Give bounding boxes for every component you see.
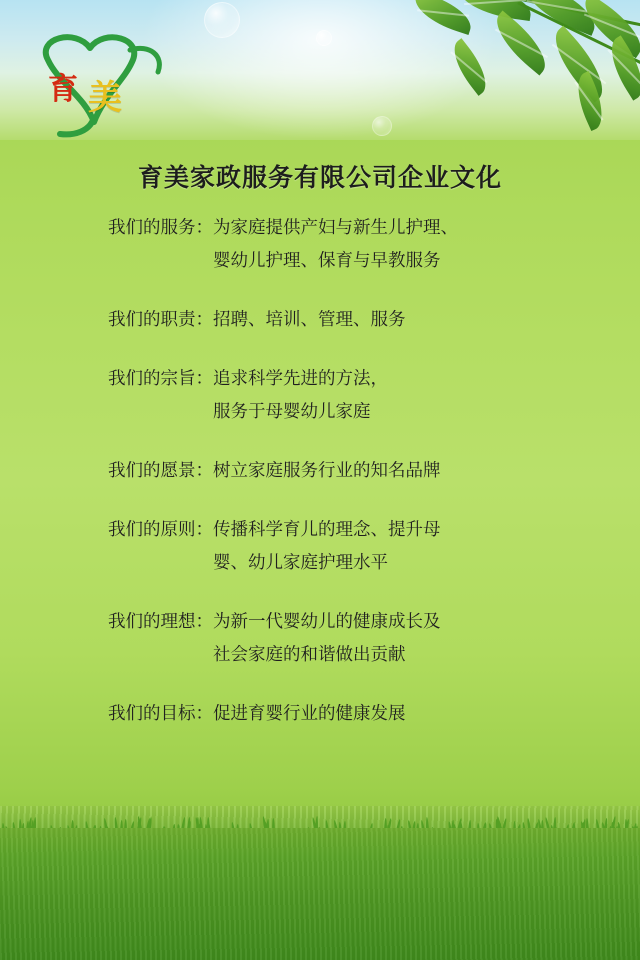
entry-line: 婴幼儿护理、保育与早教服务 xyxy=(213,251,441,271)
entry-value xyxy=(213,455,600,488)
entry-label: 我们的宗旨： xyxy=(108,369,213,389)
entry-value xyxy=(213,304,600,337)
entry-line: 为家庭提供产妇与新生儿护理、 xyxy=(213,218,458,238)
culture-entry xyxy=(108,698,600,731)
entry-value xyxy=(213,698,600,731)
entry-line: 社会家庭的和谐做出贡献 xyxy=(213,645,406,665)
entry-line: 促进育婴行业的健康发展 xyxy=(213,704,406,724)
entry-value xyxy=(213,606,600,672)
entry-line: 树立家庭服务行业的知名品牌 xyxy=(213,461,441,481)
culture-entry xyxy=(108,606,600,672)
logo-char-yu: 育 xyxy=(48,72,78,107)
leaf-icon xyxy=(444,38,496,96)
brand-logo xyxy=(18,26,188,142)
grass-field xyxy=(0,828,640,960)
logo-char-mei: 美 xyxy=(88,78,122,118)
leaves-decoration xyxy=(390,0,640,144)
entry-label: 我们的原则： xyxy=(108,520,213,540)
entry-value xyxy=(213,212,600,278)
entry-line: 婴、幼儿家庭护理水平 xyxy=(213,553,388,573)
entry-label: 我们的目标： xyxy=(108,704,213,724)
bubble-icon xyxy=(316,30,332,46)
entry-line: 传播科学育儿的理念、提升母 xyxy=(213,520,441,540)
culture-entry xyxy=(108,212,600,278)
culture-entry-list xyxy=(0,212,640,731)
entry-label: 我们的职责： xyxy=(108,310,213,330)
leaf-icon xyxy=(486,11,556,76)
entry-label: 我们的服务： xyxy=(108,218,213,238)
entry-line: 追求科学先进的方法， xyxy=(213,369,388,389)
entry-label: 我们的理想： xyxy=(108,612,213,632)
culture-entry xyxy=(108,455,600,488)
entry-line: 服务于母婴幼儿家庭 xyxy=(213,402,371,422)
entry-value xyxy=(213,363,600,429)
culture-entry xyxy=(108,304,600,337)
poster-content xyxy=(0,140,640,757)
leaf-icon xyxy=(410,0,477,35)
culture-entry xyxy=(108,514,600,580)
entry-value xyxy=(213,514,600,580)
bubble-icon xyxy=(372,116,392,136)
culture-entry xyxy=(108,363,600,429)
entry-line: 为新一代婴幼儿的健康成长及 xyxy=(213,612,441,632)
entry-line: 招聘、培训、管理、服务 xyxy=(213,310,406,330)
entry-label: 我们的愿景： xyxy=(108,461,213,481)
leaf-icon xyxy=(456,0,533,21)
page-title: 育美家政服务有限公司企业文化 xyxy=(137,163,502,192)
bubble-icon xyxy=(204,2,240,38)
